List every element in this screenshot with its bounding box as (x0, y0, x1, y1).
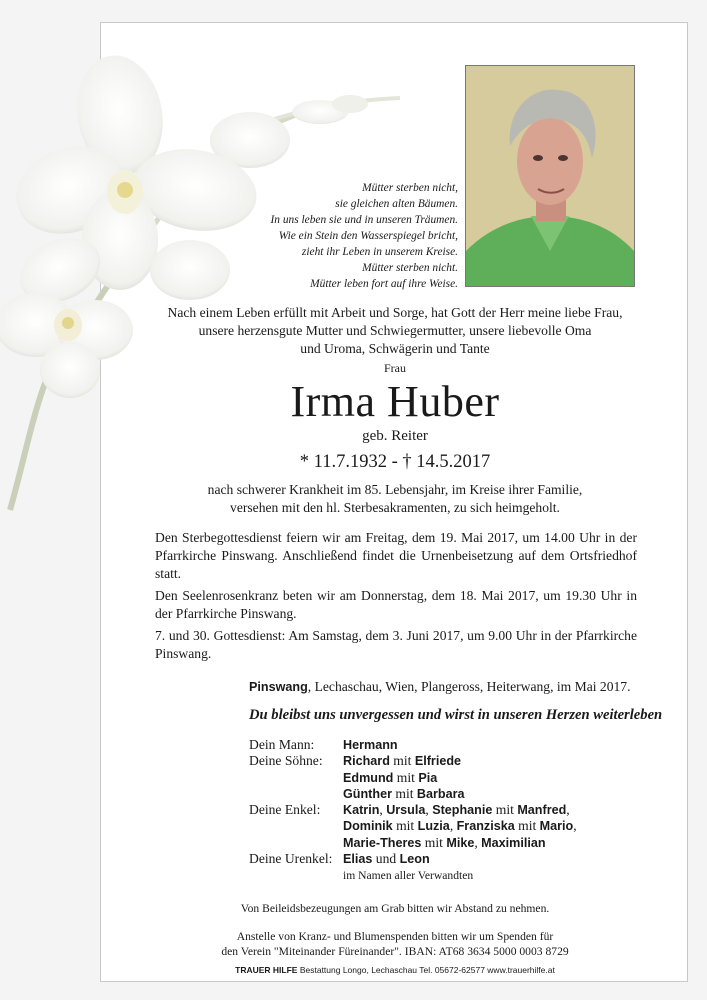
family-member-name: Maximilian (481, 835, 546, 850)
family-members (343, 835, 546, 851)
family-connector: , (573, 818, 577, 834)
funeral-service-paragraph: Den Sterbegottesdienst feiern wir am Freitag, dem 19. Mai 2017, um 14.00 Uhr in der Pfarrkirche Pinswang. Anschließend findet die Urnenbeisetzung auf dem Ortsfriedhof statt. (155, 530, 637, 581)
donation-line: Anstelle von Kranz- und Blumenspenden bitten wir um Spenden für (236, 930, 554, 943)
poem-line: Mütter leben fort auf ihre Weise. (310, 278, 458, 290)
title-prefix: Frau (384, 361, 406, 375)
family-member-name: Richard (343, 754, 390, 769)
family-member-name: Günther (343, 786, 392, 801)
family-member-name: Luzia (417, 819, 450, 834)
donation-note (103, 929, 687, 959)
family-member-name: Barbara (416, 786, 465, 801)
poem-line: Mütter sterben nicht, (362, 182, 458, 194)
place-and-date (249, 679, 631, 695)
family-role-label: Deine Urenkel: (249, 851, 333, 867)
family-connector: und (372, 851, 400, 867)
family-member-name: Mike (446, 835, 475, 850)
life-dates: * 11.7.1932 - † 14.5.2017 (299, 452, 491, 472)
poem-line: Wie ein Stein den Wasserspiegel bricht, (278, 230, 458, 242)
poem-line: sie gleichen alten Bäumen. (335, 198, 458, 210)
family-connector: , (474, 834, 482, 850)
funeral-home-contact: Bestattung Longo, Lechaschau Tel. 05672-62577 www.trauerhilfe.at (297, 965, 555, 975)
family-member-name: Elias (343, 852, 373, 867)
family-connector: mit (492, 802, 518, 818)
motto: Du bleibst uns unvergessen und wirst in unseren Herzen weiterleben (249, 707, 663, 723)
intro-line: Nach einem Leben erfüllt mit Arbeit und Sorge, hat Gott der Herr meine liebe Frau, (167, 305, 623, 320)
family-member-name: Hermann (343, 738, 398, 752)
family-role-label: Deine Enkel: (249, 802, 321, 818)
condolence-note: Von Beileidsbezeugungen am Grab bitten wir Abstand zu nehmen. (240, 902, 550, 915)
family-member-name: Pia (418, 770, 438, 785)
funeral-home-footer (103, 965, 687, 975)
family-member-name: Leon (399, 852, 430, 867)
family-member-name: Edmund (343, 770, 394, 785)
family-member-name: Ursula (386, 803, 426, 818)
family-members (343, 786, 465, 802)
funeral-home-name: TRAUER HILFE (235, 965, 298, 975)
death-line: nach schwerer Krankheit im 85. Lebensjahr, im Kreise ihrer Familie, (207, 482, 583, 497)
family-member-name: Dominik (343, 819, 393, 834)
family-connector: mit (392, 818, 418, 834)
rosary-paragraph: Den Seelenrosenkranz beten wir am Donnerstag, dem 18. Mai 2017, um 19.30 Uhr in der Pfarrkirche Pinswang. (155, 588, 637, 621)
family-connector: mit (421, 834, 447, 850)
family-connector: mit (389, 753, 415, 769)
family-connector: mit (393, 769, 419, 785)
family-member-name: Katrin (343, 803, 380, 818)
place-rest: , Lechaschau, Wien, Plangeross, Heiterwang, im Mai 2017. (307, 679, 631, 694)
poem (240, 180, 458, 292)
donation-line: den Verein "Miteinander Füreinander". IBAN: AT68 3634 5000 0003 8729 (221, 945, 569, 958)
poem-line: zieht ihr Leben in unserem Kreise. (301, 246, 458, 258)
portrait-photo (465, 65, 635, 287)
poem-line: In uns leben sie und in unseren Träumen. (270, 214, 458, 226)
family-connector: im Namen aller Verwandten (343, 869, 474, 883)
place-name: Pinswang (249, 680, 308, 694)
death-line: versehen mit den hl. Sterbesakramenten, zu sich heimgeholt. (230, 500, 560, 515)
maiden-name: geb. Reiter (362, 428, 428, 444)
family-members (343, 867, 473, 884)
family-members (343, 802, 570, 818)
family-members (343, 753, 461, 769)
family-member-name: Mario (539, 819, 574, 834)
intro-text (103, 304, 687, 358)
family-role-label: Deine Söhne: (249, 753, 323, 769)
deceased-name: Irma Huber (290, 377, 500, 426)
family-connector: , (449, 818, 457, 834)
intro-line: unsere herzensgute Mutter und Schwiegermutter, unsere liebevolle Oma (198, 323, 592, 338)
family-role-label: Dein Mann: (249, 737, 315, 752)
family-connector: mit (391, 785, 417, 801)
intro-line: und Uroma, Schwägerin und Tante (300, 341, 490, 356)
family-connector: , (379, 802, 387, 818)
family-members (343, 770, 437, 786)
family-member-name: Franziska (456, 819, 515, 834)
family-connector: , (425, 802, 433, 818)
family-connector: mit (514, 818, 540, 834)
death-text (103, 481, 687, 517)
memorial-mass-paragraph: 7. und 30. Gottesdienst: Am Samstag, dem 3. Juni 2017, um 9.00 Uhr in der Pfarrkirche Pinswang. (155, 628, 637, 661)
family-members (343, 851, 430, 867)
family-member-name: Marie-Theres (343, 835, 422, 850)
family-connector: , (566, 802, 570, 818)
family-members (343, 737, 398, 753)
poem-line: Mütter sterben nicht. (362, 262, 458, 274)
family-member-name: Elfriede (414, 754, 462, 769)
family-member-name: Manfred (517, 803, 567, 818)
family-members (343, 818, 577, 834)
family-member-name: Stephanie (432, 803, 493, 818)
